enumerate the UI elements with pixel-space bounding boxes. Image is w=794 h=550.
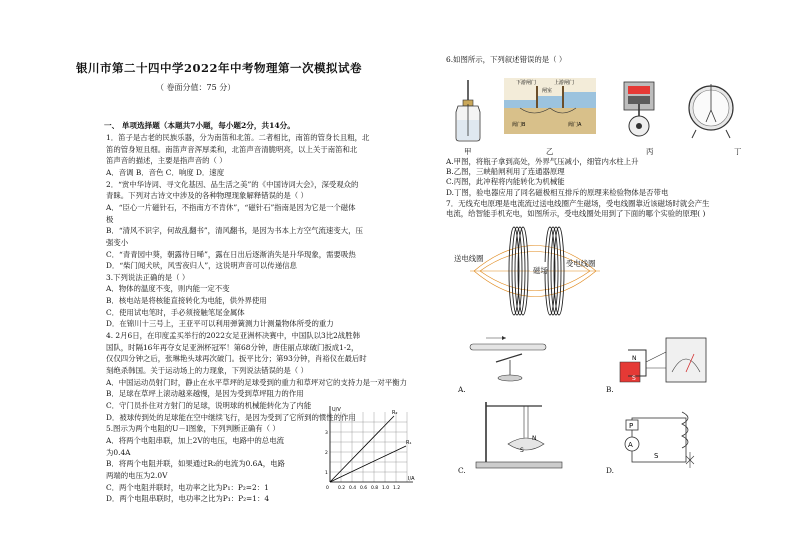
question-line: 国队，时隔16年再夺女足亚洲杯冠军！第68分钟，唐佳丽点球破门扳成1-2， — [106, 342, 359, 352]
option-c-figure — [472, 398, 568, 470]
question-line: A．音调 B．音色 C．响度 D．速度 — [106, 167, 225, 177]
lock-label: 阀门A — [568, 122, 582, 128]
question-line: 笛的管身短且细。南笛声音浑厚柔和，北笛声音清脆明亮，以上关于南笛和北 — [106, 144, 358, 154]
y-tick: 2 — [325, 451, 328, 456]
fig-label-jia: 甲 — [464, 147, 472, 156]
question-line: 为0.4A — [106, 447, 131, 457]
question-line: D．两个电阻串联时，电功率之比为P₁：P₂=1：4 — [106, 494, 270, 504]
lock-label: 闸室 — [542, 88, 553, 94]
svg-text:S: S — [520, 447, 524, 454]
question-line: 刻绝杀韩国。关于运动场上的力现象，下列说法错误的是（ ） — [106, 366, 308, 375]
x-tick: 0.4 — [349, 486, 357, 491]
lock-label: 上游闸门 — [554, 80, 575, 86]
question-line: 青睐。下列对古诗文中涉及的各种物理现象解释错误的是（ ） — [106, 191, 308, 201]
fig-label-bing: 丙 — [646, 147, 654, 156]
question-line: 4. 2月6日，在印度孟买举行的2022女足亚洲杯决赛中，中国队以3比2战胜韩 — [106, 331, 360, 341]
svg-text:S: S — [632, 375, 636, 382]
fig-label-ding: 丁 — [734, 147, 742, 156]
question-line: C．两个电阻并联时，电功率之比为P₁：P₂=2：1 — [106, 482, 269, 492]
x-tick: 1.2 — [393, 486, 401, 491]
question-line: A．将两个电阻串联，加上2V的电压，电路中的总电流 — [106, 435, 284, 445]
lock-label: 下游闸门 — [516, 80, 537, 86]
y-axis-label: U/V — [332, 407, 341, 413]
question-line: 极 — [106, 214, 114, 224]
question-line: A．物体的温度不变，则内能一定不变 — [106, 284, 230, 294]
x-tick: 0.2 — [338, 486, 346, 491]
r1-line — [330, 446, 406, 482]
y-tick: 1 — [325, 471, 328, 476]
q7-line: 电流，给智能手机充电，如图所示，受电线圈处用到了下面的哪个实验的原理( ) — [446, 209, 706, 219]
engine-figure — [616, 80, 662, 140]
question-line: B．将两个电阻并联，如果通过R₂的电流为0.6A，电路 — [106, 459, 285, 469]
exam-title: 银川市第二十四中学2022年中考物理第一次模拟试卷 — [76, 61, 363, 75]
ship-lock-figure — [504, 78, 596, 134]
ui-graph — [318, 402, 418, 494]
question-line: 笛声音的描述，主要是指声音的（ ） — [106, 156, 227, 166]
q6-option: B.乙图，三峡船闸利用了连通器原理 — [446, 167, 565, 177]
r1-label: R₁ — [406, 440, 412, 446]
question-line: 两端的电压为2.0V — [106, 470, 168, 480]
score-note: （ 卷面分值：75 分） — [156, 83, 236, 92]
option-a-letter: A. — [458, 385, 466, 394]
question-line: 仅仅四分钟之后，张琳艳头球再次破门。扳平比分；第93分钟，肖裕仪在最后时 — [106, 354, 367, 364]
electroscope-figure — [684, 80, 738, 140]
question-line: C．使用试电笔时，手必须接触笔尾金属体 — [106, 307, 245, 317]
q6-option: A.甲图，将瓶子拿到高处，外界气压减小，细管内水柱上升 — [446, 157, 639, 166]
q7-line: 7．无线充电原理是电流流过送电线圈产生磁场，受电线圈靠近该磁场时就会产生 — [446, 199, 710, 208]
option-a-figure — [466, 334, 550, 384]
question-line: 2．“赏中华诗词、寻文化基因、品生活之美”的《中国诗词大会》，深受观众的 — [106, 179, 359, 189]
option-b-letter: B. — [606, 385, 614, 394]
q6-stem: 6.如图所示，下列叙述错误的是（ ） — [446, 55, 567, 64]
bottle-figure — [448, 78, 488, 144]
circuit-label-p: P — [629, 422, 634, 430]
circuit-label-s: S — [654, 452, 659, 460]
question-line: B．核电站是将核能直接转化为电能，供外界使用 — [106, 296, 267, 306]
svg-text:N: N — [532, 435, 537, 442]
q6-option: D.丁图，验电器应用了同名磁极相互排斥的原理来检验物体是否带电 — [446, 187, 669, 197]
question-line: 3.下列说法正确的是（ ） — [106, 272, 190, 282]
question-line: C．“青青园中葵，朝露待日晞”，露在日出后逐渐消失是升华现象，需要吸热 — [106, 249, 356, 259]
r2-label: R₂ — [392, 410, 398, 416]
question-line: 强变小 — [106, 237, 129, 247]
q6-option: C.丙图，此冲程将内能转化为机械能 — [446, 177, 565, 187]
circuit-label-a: A — [628, 441, 633, 449]
question-line: C．守门员扑住对方射门的足球，说明球的机械能转化为了内能 — [106, 400, 312, 410]
y-tick: 3 — [325, 431, 328, 436]
x-tick: 0 — [326, 486, 329, 491]
question-line: A．“臣心一片磁针石，不指南方不肯休”，“磁针石”指南是因为它是一个磁体 — [106, 202, 356, 212]
x-axis-label: I/A — [408, 476, 415, 482]
option-d-letter: D. — [606, 466, 615, 475]
question-line: A．中国运动员射门时，静止在水平草坪的足球受到的重力和草坪对它的支持力是一对平衡力 — [106, 377, 407, 387]
coil-label-send: 送电线圈 — [454, 254, 484, 263]
option-d-figure — [616, 406, 716, 472]
question-line: D．在锦川十三号上，王亚平可以利用弹簧测力计测量物体所受的重力 — [106, 319, 334, 329]
coil-label-receive: 受电线圈 — [566, 259, 596, 268]
question-line: 5.图示为两个电阻的U－I图象，下列判断正确有（ ） — [106, 424, 280, 434]
question-line: D．被球传到处的足球能在空中继续飞行，是因为受到了它所到的惯性的作用 — [106, 412, 356, 422]
section-heading: 一、 单项选择题（本题共7小题，每小题2分，共14分。 — [104, 121, 295, 130]
option-b-figure — [616, 332, 712, 390]
question-line: D．“柴门闻犬吠，风雪夜归人”，这说明声音可以传递信息 — [106, 261, 297, 271]
x-tick: 1.0 — [382, 486, 390, 491]
fig-label-yi: 乙 — [546, 147, 554, 156]
x-tick: 0.8 — [371, 486, 379, 491]
lock-label: 阀门B — [512, 122, 526, 128]
x-tick: 0.6 — [360, 486, 368, 491]
question-line: B．“清风不识字，何故乱翻书”，清风翻书，是因为书本上方空气流速变大，压 — [106, 226, 363, 236]
question-line: B．足球在草坪上滚动越来越慢，是因为受到草坪阻力的作用 — [106, 389, 304, 399]
svg-text:N: N — [632, 355, 637, 362]
coil-label-field: 磁场 — [533, 266, 548, 275]
option-c-letter: C. — [458, 466, 466, 475]
question-line: 1．笛子是古老的民族乐器，分为南笛和北笛。二者相比，南笛的管身长且粗，北 — [106, 133, 370, 142]
